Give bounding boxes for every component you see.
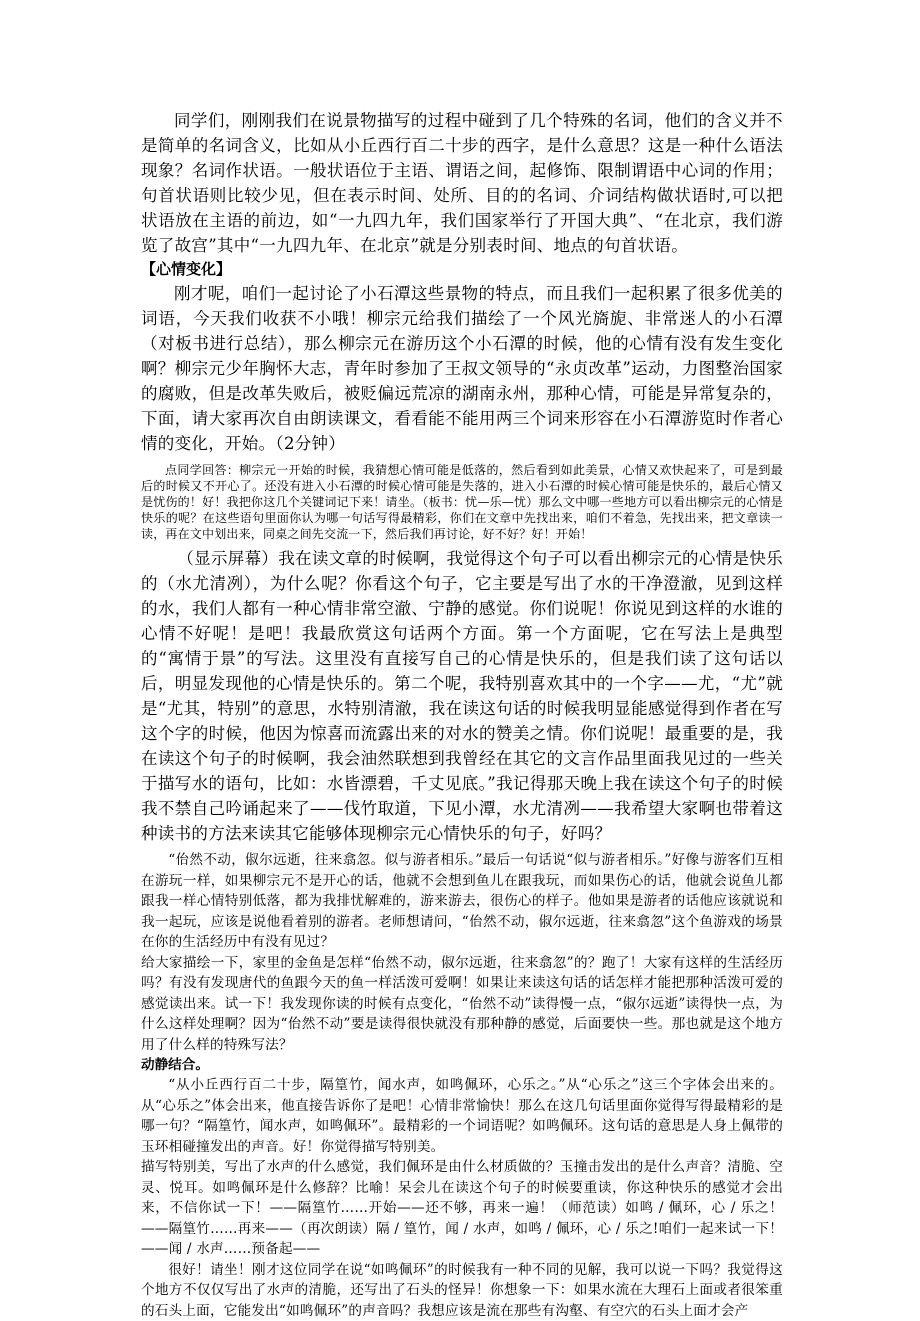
section-heading-motion-stillness: 动静结合。 bbox=[141, 1055, 783, 1075]
paragraph-student-answer: 点同学回答：柳宗元一开始的时候，我猜想心情可能是低落的，然后看到如此美景，心情又欢快起来了，可是到最后的时候又不开心了。还没有进入小石潭的时候心情可能是失落的，进入小石潭的时候心情可能是快乐的，最后心情又是忧伤的！好！我把你这几个关键词记下来！请坐。（板书：忧—乐—忧）那么文中哪一些地方可以看出柳宗元的心情是快乐的呢？在这些语句里面你认为哪一句话写得最精彩，你们在文章中先找出来，咱们不着急，先找出来，把文章读一读，再在文中划出来，同桌之间先交流一下，然后我们再讨论，好不好？好！开始！ bbox=[141, 462, 783, 542]
section-heading-mood-change: 【心情变化】 bbox=[141, 258, 783, 281]
paragraph-mood-intro: 刚才呢，咱们一起讨论了小石潭这些景物的特点，而且我们一起积累了很多优美的词语，今天我们收获不小哦！柳宗元给我们描绘了一个风光旖旎、非常迷人的小石潭（对板书进行总结），那么柳宗元在游历这个小石潭的时候，他的心情有没有发生变化啊？柳宗元少年胸怀大志，青年时参加了王叔文领导的“永贞改革”运动，力图整治国家的腐败，但是改革失败后，被贬偏远荒凉的湖南永州，那种心情，可能是异常复杂的，下面，请大家再次自由朗读课文，看看能不能用两三个词来形容在小石潭游览时作者心情的变化，开始。（2分钟） bbox=[141, 281, 783, 456]
paragraph-reading-practice: 描写特别美，写出了水声的什么感觉，我们佩环是由什么材质做的？玉撞击发出的是什么声音？清脆、空灵、悦耳。如鸣佩环是什么修辞？比喻！呆会儿在读这个句子的时候要重读，你这种快乐的感觉才会出来，不信你试一下！——隔篁竹……开始——还不够，再来一遍！（师范读）如鸣 / 佩环，心 / 乐之！——隔篁竹……再来——（再次朗读）隔 / 篁竹，闻 / 水声，如鸣 / 佩环，心 / 乐之!咱们一起来试一下！——闻 / 水声……预备起—— bbox=[141, 1157, 783, 1260]
paragraph-stone-insight: 很好！请坐！刚才这位同学在说“如鸣佩环”的时候我有一种不同的见解，我可以说一下吗？我觉得这个地方不仅仅写出了水声的清脆，还写出了石头的怪异！你想象一下：如果水流在大理石上面或者很笨重的石头上面，它能发出“如鸣佩环”的声音吗？我想应该是流在那些有沟壑、有空穴的石头上面才会产 bbox=[141, 1260, 783, 1321]
paragraph-noun-adverbial: 同学们，刚刚我们在说景物描写的过程中碰到了几个特殊的名词，他们的含义并不是简单的名词含义，比如从小丘西行百二十步的西字，是什么意思？这是一种什么语法现象？名词作状语。一般状语位于主语、谓语之间，起修饰、限制谓语中心词的作用；句首状语则比较少见，但在表示时间、处所、目的的名词、介词结构做状语时,可以把状语放在主语的前边，如“一九四九年，我们国家举行了开国大典”、“在北京，我们游览了故宫”其中“一九四九年、在北京”就是分别表时间、地点的句首状语。 bbox=[141, 108, 783, 258]
paragraph-goldfish: 给大家描绘一下，家里的金鱼是怎样“佁然不动，俶尔远逝，往来翕忽”的？跑了！大家有这样的生活经历吗？有没有发现唐代的鱼跟今天的鱼一样活泼可爱啊！如果让来读这句话的话怎样才能把那种活泼可爱的感觉读出来。试一下！我发现你读的时候有点变化，“佁然不动”读得慢一点，“俶尔远逝”读得快一点，为什么这样处理啊？因为“佁然不动”要是读得很快就没有那种静的感觉，后面要快一些。那也就是这个地方用了什么样的特殊写法？ bbox=[141, 953, 783, 1056]
document-page bbox=[141, 108, 783, 1321]
paragraph-fish-play: “佁然不动，俶尔远逝，往来翕忽。似与游者相乐。”最后一句话说“似与游者相乐。”好像与游客们互相在游玩一样，如果柳宗元不是开心的话，他就不会想到鱼儿在跟我玩，而如果伤心的话，他就会说鱼儿都跟我一样心情特别低落，都为我排忧解难的，游来游去，很伤心的样子。他如果是游者的话他应该就说和我一起玩，应该是说他看着别的游者。老师想请问，“佁然不动，俶尔远逝，往来翕忽”这个鱼游戏的场景在你的生活经历中有没有见过？ bbox=[141, 850, 783, 953]
paragraph-water-clear: （显示屏幕）我在读文章的时候啊，我觉得这个句子可以看出柳宗元的心情是快乐的（水尤清冽），为什么呢？你看这个句子，它主要是写出了水的干净澄澈，见到这样的水，我们人都有一种心情非常空澈、宁静的感觉。你们说呢！你说见到这样的水谁的心情不好呢！是吧！我最欣赏这句话两个方面。第一个方面呢，它在写法上是典型的“寓情于景”的写法。这里没有直接写自己的心情是快乐的，但是我们读了这句话以后，明显发现他的心情是快乐的。第二个呢，我特别喜欢其中的一个字——尤，“尤”就是“尤其，特别”的意思，水特别清澈，我在读这句话的时候我明显能感觉得到作者在写这个字的时候，他因为惊喜而流露出来的对水的赞美之情。你们说呢！最重要的是，我在读这个句子的时候啊，我会油然联想到我曾经在其它的文言作品里面我见过的一些关于描写水的语句，比如：水皆漂碧，千丈见底。”我记得那天晚上我在读这个句子的时候我不禁自己吟诵起来了——伐竹取道，下见小潭，水尤清冽——我希望大家啊也带着这种读书的方法来读其它能够体现柳宗元心情快乐的句子，好吗？ bbox=[141, 546, 783, 846]
paragraph-water-sound: “从小丘西行百二十步，隔篁竹，闻水声，如鸣佩环，心乐之。”从“心乐之”这三个字体会出来的。从“心乐之”体会出来，他直接告诉你了是吧！心情非常愉快！那么在这几句话里面你觉得写得最精彩的是哪一句？“隔篁竹，闻水声，如鸣佩环”。最精彩的一个词语呢？如鸣佩环。这句话的意思是人身上佩带的玉环相碰撞发出的声音。好！你觉得描写特别美。 bbox=[141, 1075, 783, 1157]
